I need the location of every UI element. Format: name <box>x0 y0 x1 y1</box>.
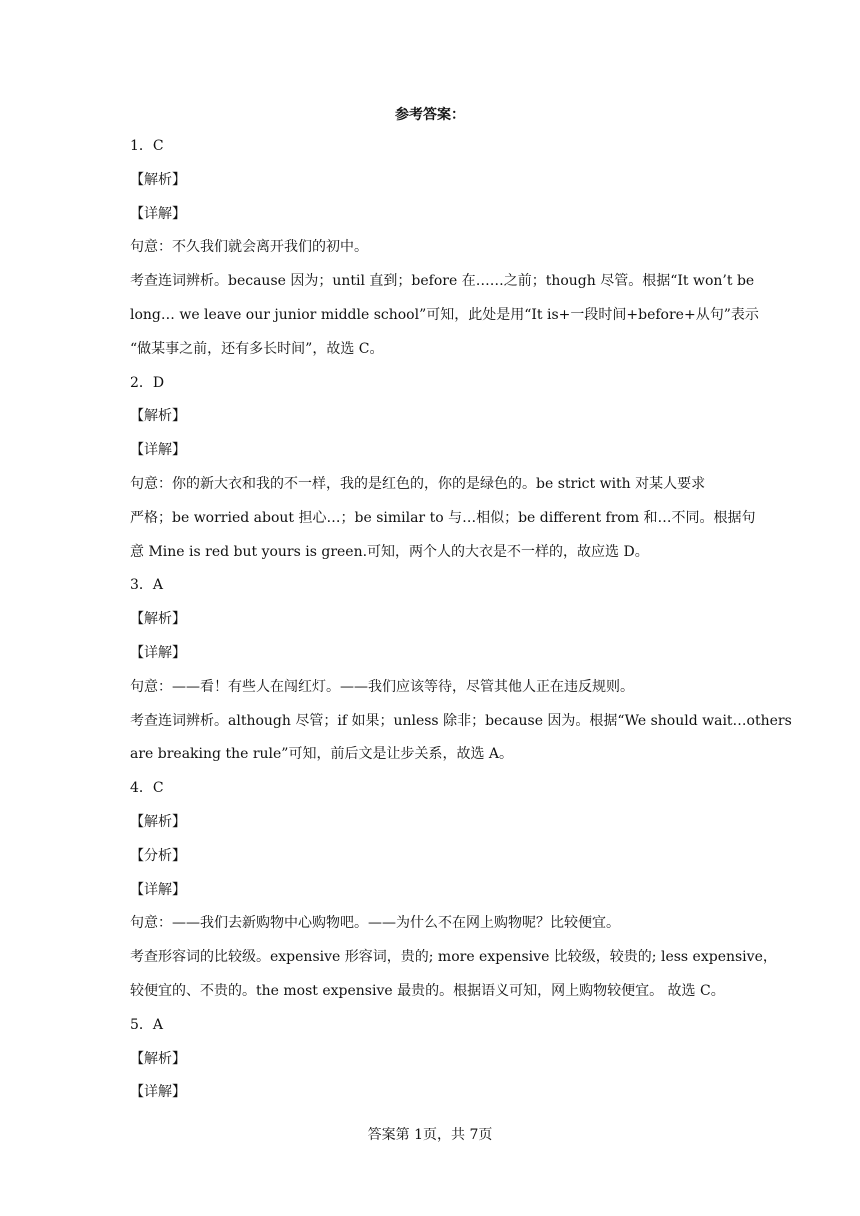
text-line: 意 Mine is red but yours is green.可知，两个人的大衣是不一样的，故应选 D。 <box>130 543 649 560</box>
text-line: 【详解】 <box>130 205 186 222</box>
text-line: long… we leave our junior middle school”可知，此处是用“It is+一段时间+before+从句”表示 <box>130 306 759 323</box>
text-line: 【解析】 <box>130 611 186 628</box>
text-line: 考查形容词的比较级。expensive 形容词，贵的; more expensive 比较级，较贵的; less expensive， <box>130 949 777 966</box>
text-line: 句意：——我们去新购物中心购物吧。——为什么不在网上购物呢？比较便宜。 <box>130 915 620 932</box>
text-line: 【解析】 <box>130 813 186 830</box>
text-line: 【详解】 <box>130 442 186 459</box>
text-line: 严格；be worried about 担心…；be similar to 与…相似；be different from 和…不同。根据句 <box>130 509 756 526</box>
text-line: 【详解】 <box>130 881 186 898</box>
page-title: 参考答案： <box>395 107 465 123</box>
text-line: 1．C <box>130 138 164 154</box>
text-line: 较便宜的、不贵的。the most expensive 最贵的。根据语义可知，网上购物较便宜。 故选 C。 <box>130 982 725 999</box>
text-line: 【解析】 <box>130 1050 186 1067</box>
text-line: 句意：你的新大衣和我的不一样，我的是红色的，你的是绿色的。be strict with 对某人要求 <box>130 475 706 492</box>
page-footer: 答案第 1页，共 7页 <box>367 1127 493 1143</box>
text-line: 5．A <box>130 1016 164 1033</box>
text-line: 句意：不久我们就会离开我们的初中。 <box>130 239 368 256</box>
text-line: 【详解】 <box>130 1084 186 1101</box>
text-line: 2．D <box>130 374 165 391</box>
text-line: 【详解】 <box>130 644 186 661</box>
text-line: 句意：——看！有些人在闯红灯。——我们应该等待，尽管其他人正在违反规则。 <box>130 678 634 695</box>
text-line: 【分析】 <box>130 847 186 864</box>
text-line: 【解析】 <box>130 408 186 425</box>
text-line: 考查连词辨析。because 因为；until 直到；before 在……之前；though 尽管。根据“It won’t be <box>130 273 755 290</box>
text-line: 3．A <box>130 577 164 594</box>
text-line: 4．C <box>130 780 164 797</box>
text-line: are breaking the rule”可知，前后文是让步关系，故选 A。 <box>130 746 514 763</box>
text-line: 考查连词辨析。although 尽管；if 如果；unless 除非；because 因为。根据“We should wait…others <box>130 712 792 729</box>
answer-content <box>130 130 792 1110</box>
text-line: 【解析】 <box>130 171 186 188</box>
text-line: “做某事之前，还有多长时间”，故选 C。 <box>130 340 384 357</box>
